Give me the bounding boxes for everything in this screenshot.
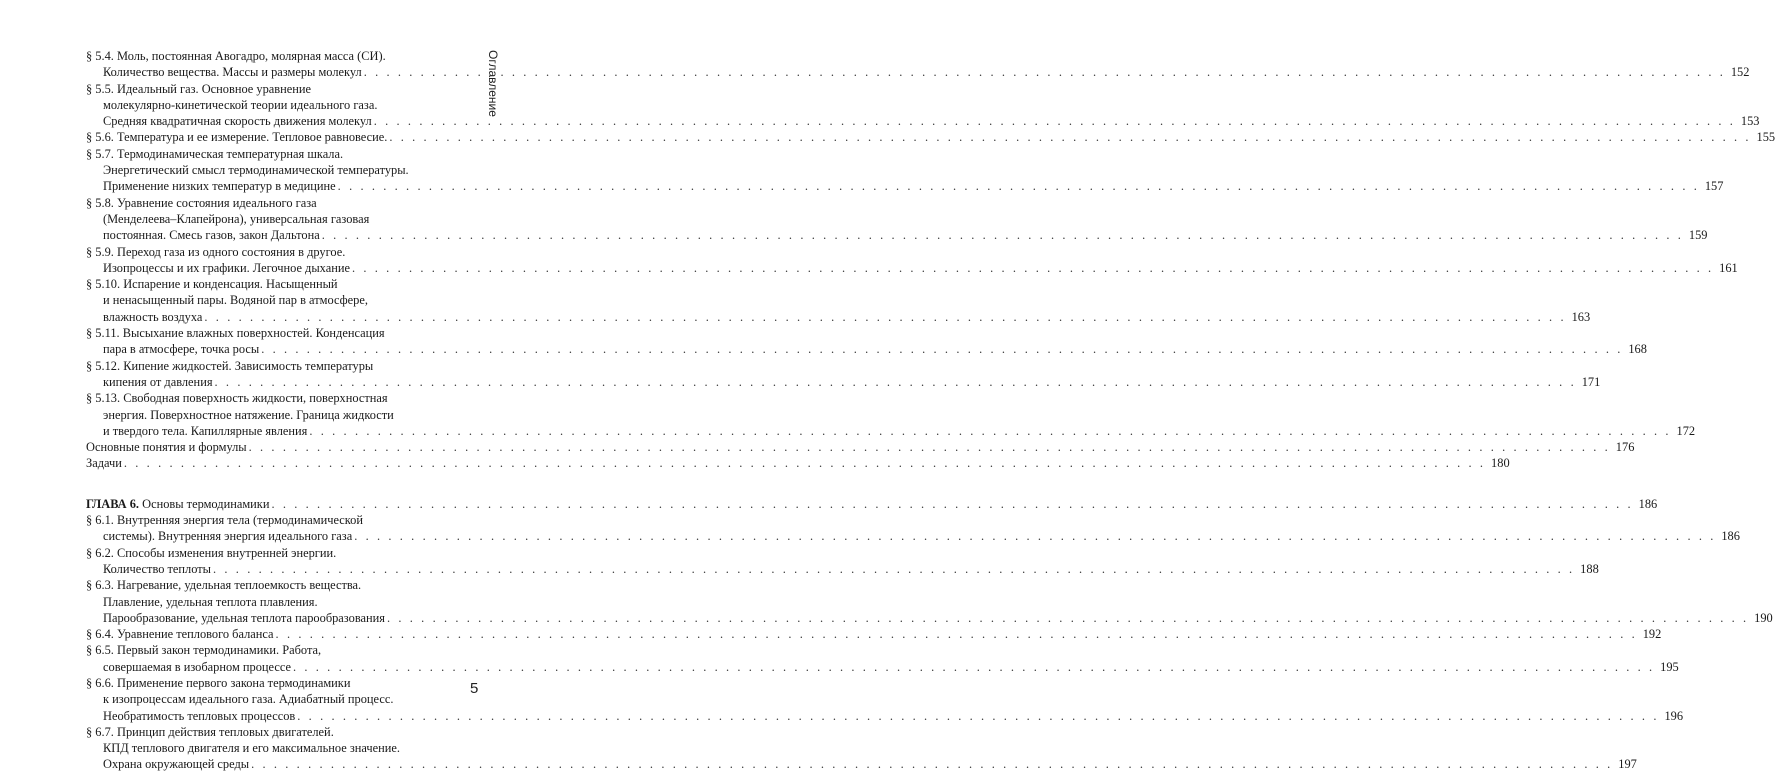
section-number: § 6.1. [86,513,114,528]
toc-line [86,276,464,292]
entry-title-text: молекулярно-кинетической теории идеального газа. [103,97,378,112]
toc-line [86,675,464,691]
toc-entry [86,390,1696,439]
toc-entry [86,545,1599,578]
page-ref: 196 [1664,708,1684,723]
dot-leader: . . . . . . . . . . . . . . . . . . . . . . . . . . . . . . . . . . . . . . . . . . . . . . . . . . . . . . . . . . . . . . . . . . . . . . . . . . . . . . . . . . . . . . . . . . . . . . . . . . . . . . . . . . . . . . . . . . . . . . . . [321,228,1684,243]
toc-line [86,642,464,658]
toc-line [86,244,464,260]
entry-title-text: Внутренняя энергия тела (термодинамической [117,513,363,528]
page-ref: 180 [1491,456,1510,471]
toc-entry [86,325,1647,358]
toc-line [86,407,464,423]
toc-line [86,659,1679,675]
entry-title-text: Охрана окружающей среды [103,757,250,772]
dot-leader: . . . . . . . . . . . . . . . . . . . . . . . . . . . . . . . . . . . . . . . . . . . . . . . . . . . . . . . . . . . . . . . . . . . . . . . . . . . . . . . . . . . . . . . . . . . . . . . . . . . . . . . . . . . . . . . . . . . . . . . . [351,260,1714,275]
page-ref: 155 [1756,130,1775,145]
section-number: § 6.5. [86,643,114,658]
page-ref: 168 [1628,342,1647,357]
page-ref: 159 [1688,228,1708,243]
toc-entry [86,358,1601,391]
toc-line [86,594,464,610]
page-ref: 197 [1618,757,1637,772]
section-number: § 6.4. [86,627,114,642]
page-ref: 157 [1704,179,1724,194]
entry-title-text: Изопроцессы и их графики. Легочное дыхание [103,260,350,275]
toc-entry [86,675,1684,724]
toc-line [86,455,1510,471]
toc-line [86,260,1738,276]
toc-line [86,97,464,113]
entry-title-text: Уравнение теплового баланса [117,627,274,642]
dot-leader: . . . . . . . . . . . . . . . . . . . . . . . . . . . . . . . . . . . . . . . . . . . . . . . . . . . . . . . . . . . . . . . . . . . . . . . . . . . . . . . . . . . . . . . . . . . . . . . . . . . . . . . . . . . . . . . . . . . . . . . . [389,130,1752,145]
entry-title-text: Способы изменения внутренней энергии. [117,545,337,560]
entry-title-text: Принцип действия тепловых двигателей. [117,724,334,739]
toc-line [86,195,464,211]
toc-line [86,577,464,593]
section-number: § 5.4. [86,49,114,63]
toc-entry [86,276,1591,325]
entry-title-text: Необратимость тепловых процессов [103,708,296,723]
entry-title-text: КПД теплового двигателя и его максимальное значение. [103,741,400,756]
section-number: § 6.2. [86,545,114,560]
toc-line [86,512,464,528]
toc-line [86,309,1591,325]
toc-entry [86,48,1750,81]
page-number: 5 [470,680,479,697]
section-number: § 5.13. [86,391,121,406]
entry-title-text: Высыхание влажных поверхностей. Конденсация [122,326,385,341]
dot-leader: . . . . . . . . . . . . . . . . . . . . . . . . . . . . . . . . . . . . . . . . . . . . . . . . . . . . . . . . . . . . . . . . . . . . . . . . . . . . . . . . . . . . . . . . . . . . . . . . . . . . . . . . . . . . . . . . . . . . . . . . [293,659,1655,674]
dot-leader: . . . . . . . . . . . . . . . . . . . . . . . . . . . . . . . . . . . . . . . . . . . . . . . . . . . . . . . . . . . . . . . . . . . . . . . . . . . . . . . . . . . . . . . . . . . . . . . . . . . . . . . . . . . . . . . . . . . . . . . . [354,529,1716,544]
dot-leader: . . . . . . . . . . . . . . . . . . . . . . . . . . . . . . . . . . . . . . . . . . . . . . . . . . . . . . . . . . . . . . . . . . . . . . . . . . . . . . . . . . . . . . . . . . . . . . . . . . . . . . . . . . . . . . . . . . . . . . . . [373,114,1736,129]
entry-title-text: Кипение жидкостей. Зависимость температуры [123,358,374,373]
entry-title-text: Температура и ее измерение. Тепловое равновесие. [117,130,388,145]
entry-title-text: постоянная. Смесь газов, закон Дальтона [103,228,320,243]
entry-title-text: Применение низких температур в медицине [103,179,336,194]
dot-leader: . . . . . . . . . . . . . . . . . . . . . . . . . . . . . . . . . . . . . . . . . . . . . . . . . . . . . . . . . . . . . . . . . . . . . . . . . . . . . . . . . . . . . . . . . . . . . . . . . . . . . . . . . . . . . . . . . . . . . . . . [261,342,1623,357]
entry-title-text: системы). Внутренняя энергия идеального газа [103,529,353,544]
entry-title-text: и ненасыщенный пары. Водяной пар в атмосфере, [103,293,368,308]
page-ref: 176 [1615,440,1635,455]
dot-leader: . . . . . . . . . . . . . . . . . . . . . . . . . . . . . . . . . . . . . . . . . . . . . . . . . . . . . . . . . . . . . . . . . . . . . . . . . . . . . . . . . . . . . . . . . . . . . . . . . . . . . . . . . . . . . . . . . . . . . . . . [204,309,1567,324]
entry-title-text: Применение первого закона термодинамики [117,675,351,690]
entry-title-text: и твердого тела. Капиллярные явления [103,423,308,438]
dot-leader: . . . . . . . . . . . . . . . . . . . . . . . . . . . . . . . . . . . . . . . . . . . . . . . . . . . . . . . . . . . . . . . . . . . . . . . . . . . . . . . . . . . . . . . . . . . . . . . . . . . . . . . . . . . . . . . . . . . . . . . . [275,627,1638,642]
entry-title-text: энергия. Поверхностное натяжение. Граница жидкости [103,407,394,422]
dot-leader: . . . . . . . . . . . . . . . . . . . . . . . . . . . . . . . . . . . . . . . . . . . . . . . . . . . . . . . . . . . . . . . . . . . . . . . . . . . . . . . . . . . . . . . . . . . . . . . . . . . . . . . . . . . . . . . . . . . . . . . . [386,610,1749,625]
entry-title-text: Энергетический смысл термодинамической температуры. [103,163,409,178]
toc-entry [86,642,1679,675]
entry-title-text: Основные понятия и формулы [86,440,247,455]
section-number: § 5.6. [86,130,114,145]
toc-entry [86,439,1635,455]
entry-title-text: Основы термодинамики [142,496,270,511]
toc-line [86,162,464,178]
toc-line [86,691,464,707]
section-number: § 6.3. [86,578,114,593]
page-ref: 186 [1721,529,1740,544]
toc-line [86,113,1760,129]
page-ref: 192 [1642,627,1662,642]
entry-title-text: Термодинамическая температурная шкала. [117,146,344,161]
page-ref: 195 [1660,659,1679,674]
entry-title-text: совершаемая в изобарном процессе [103,659,291,674]
toc-entry [86,129,1775,145]
toc-line [86,325,464,341]
toc-line [86,626,1662,642]
dot-leader: . . . . . . . . . . . . . . . . . . . . . . . . . . . . . . . . . . . . . . . . . . . . . . . . . . . . . . . . . . . . . . . . . . . . . . . . . . . . . . . . . . . . . . . . . . . . . . . . . . . . . . . . . . . . . . . . . . . . . . . . [123,456,1486,471]
toc-line [86,439,1635,455]
toc-line [86,64,1750,80]
dot-leader: . . . . . . . . . . . . . . . . . . . . . . . . . . . . . . . . . . . . . . . . . . . . . . . . . . . . . . . . . . . . . . . . . . . . . . . . . . . . . . . . . . . . . . . . . . . . . . . . . . . . . . . . . . . . . . . . . . . . . . . . [309,423,1672,438]
toc-line [86,81,464,97]
toc-line [86,358,464,374]
entry-title-text: Парообразование, удельная теплота парообразования [103,610,385,625]
toc-line [86,227,1708,243]
toc-line [86,341,1647,357]
toc-line [86,561,1599,577]
toc-line [86,708,1684,724]
entry-title-text: Средняя квадратичная скорость движения молекул [103,114,372,129]
toc-line [86,211,464,227]
toc-line [86,496,1658,512]
entry-title-text: Количество вещества. Массы и размеры молекул [103,65,362,80]
page-ref: 188 [1580,561,1599,576]
section-number: § 5.12. [86,358,121,373]
toc-entry [86,455,1510,471]
dot-leader: . . . . . . . . . . . . . . . . . . . . . . . . . . . . . . . . . . . . . . . . . . . . . . . . . . . . . . . . . . . . . . . . . . . . . . . . . . . . . . . . . . . . . . . . . . . . . . . . . . . . . . . . . . . . . . . . . . . . . . . . [213,561,1575,576]
page-ref: 186 [1638,496,1658,511]
section-number: § 5.9. [86,244,114,259]
entry-title-text: пара в атмосфере, точка росы [103,342,260,357]
entry-title-text: Количество теплоты [103,561,212,576]
toc-entry [86,512,1740,545]
entry-title-text: Моль, постоянная Авогадро, молярная масса (СИ). [117,49,386,63]
entry-title-text: Уравнение состояния идеального газа [117,195,317,210]
entry-title-text: влажность воздуха [103,309,203,324]
entry-title-text: Задачи [86,456,122,471]
page-ref: 163 [1571,309,1591,324]
chapter-number: ГЛАВА 6. [86,496,140,511]
dot-leader: . . . . . . . . . . . . . . . . . . . . . . . . . . . . . . . . . . . . . . . . . . . . . . . . . . . . . . . . . . . . . . . . . . . . . . . . . . . . . . . . . . . . . . . . . . . . . . . . . . . . . . . . . . . . . . . . . . . . . . . . [214,374,1577,389]
dot-leader: . . . . . . . . . . . . . . . . . . . . . . . . . . . . . . . . . . . . . . . . . . . . . . . . . . . . . . . . . . . . . . . . . . . . . . . . . . . . . . . . . . . . . . . . . . . . . . . . . . . . . . . . . . . . . . . . . . . . . . . . [363,65,1726,80]
dot-leader: . . . . . . . . . . . . . . . . . . . . . . . . . . . . . . . . . . . . . . . . . . . . . . . . . . . . . . . . . . . . . . . . . . . . . . . . . . . . . . . . . . . . . . . . . . . . . . . . . . . . . . . . . . . . . . . . . . . . . . . . [337,179,1700,194]
toc-entry [86,626,1662,642]
toc-line [86,146,464,162]
toc-line [86,374,1601,390]
dot-leader: . . . . . . . . . . . . . . . . . . . . . . . . . . . . . . . . . . . . . . . . . . . . . . . . . . . . . . . . . . . . . . . . . . . . . . . . . . . . . . . . . . . . . . . . . . . . . . . . . . . . . . . . . . . . . . . . . . . . . . . . [248,440,1611,455]
toc-line [86,178,1724,194]
page-ref: 171 [1581,374,1601,389]
toc-entry [86,577,1773,626]
entry-title-text: к изопроцессам идеального газа. Адиабатный процесс. [103,692,394,707]
toc-line [86,292,464,308]
toc-line [86,528,1740,544]
entry-title-text: кипения от давления [103,374,213,389]
page-ref: 172 [1676,423,1696,438]
dot-leader: . . . . . . . . . . . . . . . . . . . . . . . . . . . . . . . . . . . . . . . . . . . . . . . . . . . . . . . . . . . . . . . . . . . . . . . . . . . . . . . . . . . . . . . . . . . . . . . . . . . . . . . . . . . . . . . . . . . . . . . . [297,708,1660,723]
entry-title-text: Плавление, удельная теплота плавления. [103,594,318,609]
toc-entry [86,195,1708,244]
chapter-entry [86,496,1658,512]
entry-title-text: Испарение и конденсация. Насыщенный [123,277,338,292]
toc-line [86,740,464,756]
section-number: § 5.7. [86,146,114,161]
page-ref: 153 [1740,114,1760,129]
toc-line [86,423,1696,439]
section-number: § 6.7. [86,724,114,739]
entry-title-text: Первый закон термодинамики. Работа, [117,643,322,658]
toc-entry [86,244,1738,277]
toc-line [86,129,1775,145]
section-number: § 5.8. [86,195,114,210]
entry-title-text: Свободная поверхность жидкости, поверхностная [123,391,388,406]
section-number: § 6.6. [86,675,114,690]
toc-entry [86,724,1637,773]
page-ref: 190 [1754,610,1773,625]
toc-line [86,724,464,740]
toc-entry [86,146,1724,195]
page-ref: 161 [1719,260,1738,275]
toc-line [86,545,464,561]
dot-leader: . . . . . . . . . . . . . . . . . . . . . . . . . . . . . . . . . . . . . . . . . . . . . . . . . . . . . . . . . . . . . . . . . . . . . . . . . . . . . . . . . . . . . . . . . . . . . . . . . . . . . . . . . . . . . . . . . . . . . . . . [271,496,1634,511]
entry-title-text: Нагревание, удельная теплоемкость вещества. [117,578,362,593]
section-number: § 5.10. [86,277,121,292]
toc-line [86,390,464,406]
section-number: § 5.11. [86,326,120,341]
entry-title-text: Переход газа из одного состояния в другое. [117,244,346,259]
entry-title-text: Идеальный газ. Основное уравнение [117,81,312,96]
side-title: Оглавление [486,50,500,117]
toc-line [86,756,1637,772]
section-number: § 5.5. [86,81,114,96]
toc-line [86,48,464,64]
entry-title-text: (Менделеева–Клапейрона), универсальная газовая [103,211,370,226]
dot-leader: . . . . . . . . . . . . . . . . . . . . . . . . . . . . . . . . . . . . . . . . . . . . . . . . . . . . . . . . . . . . . . . . . . . . . . . . . . . . . . . . . . . . . . . . . . . . . . . . . . . . . . . . . . . . . . . . . . . . . . . . [251,757,1613,772]
toc-line [86,610,1773,626]
page-ref: 152 [1730,65,1750,80]
